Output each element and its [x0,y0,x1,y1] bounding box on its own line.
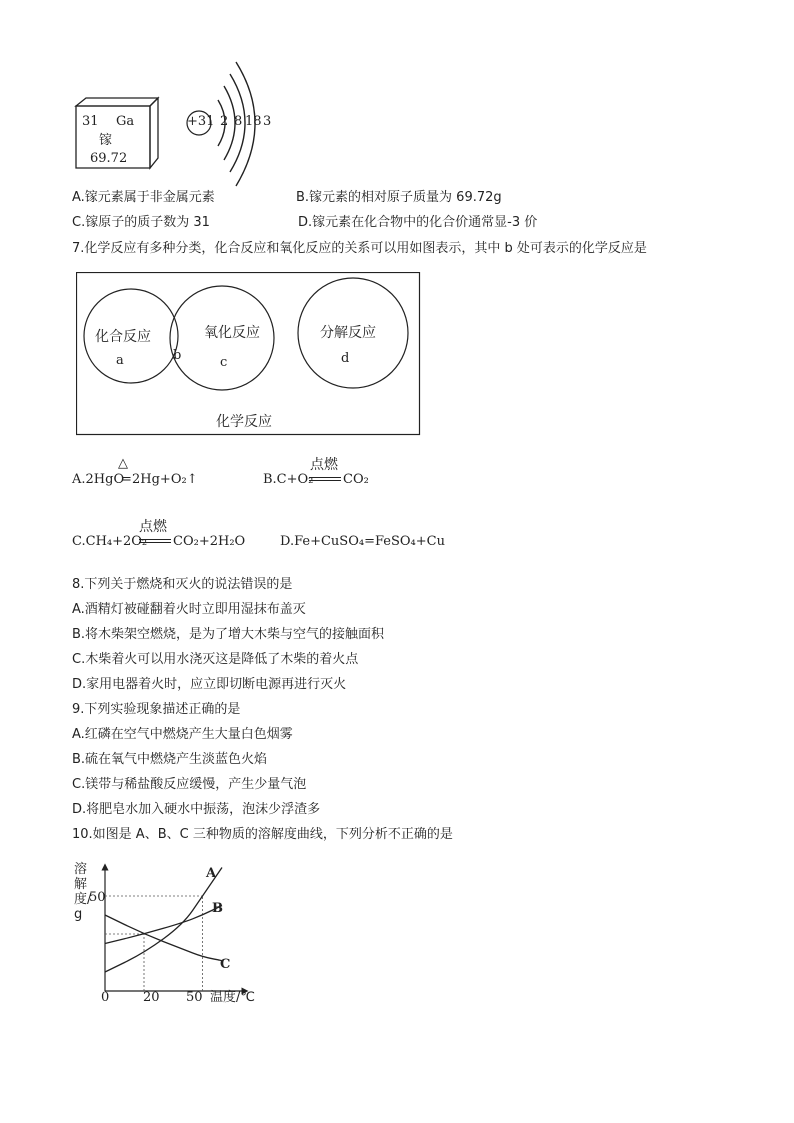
equation-line-b [309,477,341,481]
q7-stem: 7.化学反应有多种分类，化合反应和氧化反应的关系可以用如图表示，其中 b 处可表示的化学反应是 [72,241,647,256]
region-label-c: c [220,355,228,370]
q7-option-c-rhs: CO₂+2H₂O [173,534,246,549]
series-label-a: A [206,866,217,881]
x-tick-20: 20 [143,990,160,1005]
q8-option-b: B.将木柴架空燃烧，是为了增大木柴与空气的接触面积 [72,627,385,642]
element-symbol: Ga [116,114,135,129]
q7-option-c-lhs: C.CH₄+2O₂ [72,534,148,549]
ignite-condition-b: 点燃 [310,457,338,473]
y-axis-label: 溶解度/g [74,862,92,922]
series-label-b: B [212,901,223,916]
q6-option-c: C.镓原子的质子数为 31 [72,215,210,230]
q6-option-d: D.镓元素在化合物中的化合价通常显-3 价 [298,215,538,230]
q9-stem: 9.下列实验现象描述正确的是 [72,702,241,717]
outer-label-chemical-reaction: 化学反应 [216,414,272,430]
solubility-chart [70,855,270,1010]
region-label-b: b [173,348,182,363]
shell-4: 3 [263,114,272,129]
circle-label-combination: 化合反应 [95,329,151,345]
region-label-d: d [341,351,350,366]
q7-option-b-lhs: B.C+O₂ [263,472,314,487]
q9-option-a: A.红磷在空气中燃烧产生大量白色烟雾 [72,727,293,742]
element-mass: 69.72 [90,151,128,166]
q7-option-a-lhs: A.2HgO [72,472,125,487]
element-name: 镓 [99,133,113,148]
x-axis-label: 温度/℃ [210,990,255,1005]
nucleus-label: +31 [187,114,215,129]
x-tick-0: 0 [101,990,110,1005]
shell-2: 8 [234,114,243,129]
equation-line-c [139,539,171,543]
triangle-condition: △ [118,456,128,471]
q6-option-a: A.镓元素属于非金属元素 [72,190,215,205]
region-label-a: a [116,353,124,368]
q7-option-a-eq: = [121,472,132,487]
q7-option-a-rhs: 2Hg+O₂↑ [132,472,198,487]
q8-option-c: C.木柴着火可以用水浇灭这是降低了木柴的着火点 [72,652,359,667]
ignite-condition-c: 点燃 [139,519,167,535]
x-tick-50: 50 [186,990,203,1005]
shell-3: 18 [245,114,262,129]
series-label-c: C [220,957,231,972]
q8-option-d: D.家用电器着火时，应立即切断电源再进行灭火 [72,677,347,692]
q7-option-d: D.Fe+CuSO₄=FeSO₄+Cu [280,534,445,549]
element-number: 31 [82,114,99,129]
circle-label-decomposition: 分解反应 [320,325,376,341]
q8-option-a: A.酒精灯被碰翻着火时立即用湿抹布盖灭 [72,602,306,617]
q9-option-c: C.镁带与稀盐酸反应缓慢，产生少量气泡 [72,777,307,792]
q9-option-b: B.硫在氧气中燃烧产生淡蓝色火焰 [72,752,268,767]
circle-label-oxidation: 氧化反应 [204,325,260,341]
q6-option-b: B.镓元素的相对原子质量为 69.72g [296,190,502,205]
q8-stem: 8.下列关于燃烧和灭火的说法错误的是 [72,577,293,592]
curve-b [105,906,222,944]
shell-1: 2 [220,114,229,129]
q9-option-d: D.将肥皂水加入硬水中振荡，泡沫少浮渣多 [72,802,321,817]
y-tick-50: 50 [89,890,106,905]
q10-stem: 10.如图是 A、B、C 三种物质的溶解度曲线，下列分析不正确的是 [72,827,453,842]
q7-option-b-rhs: CO₂ [343,472,369,487]
curve-c [105,915,222,961]
